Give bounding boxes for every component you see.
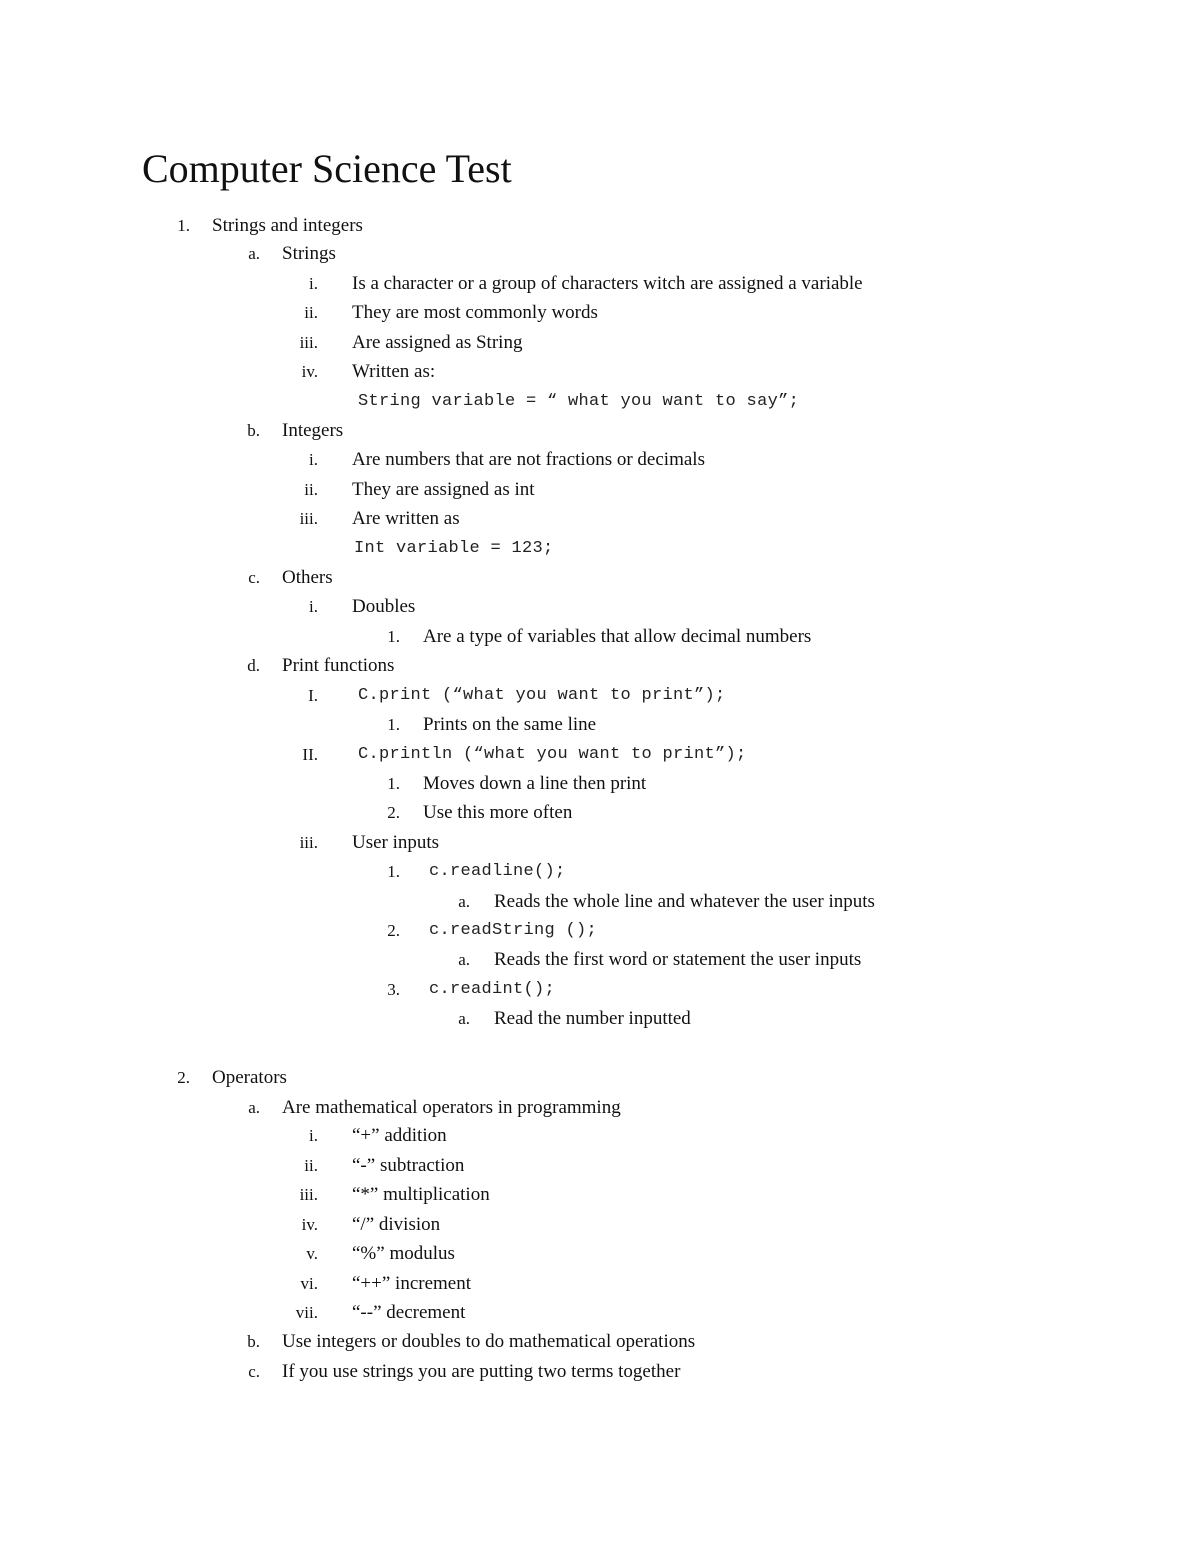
list-item-text: Doubles [352,596,416,617]
list-marker: iii. [299,333,318,352]
list-item-text: Use integers or doubles to do mathematical operations [282,1331,696,1352]
list-marker: 1. [387,715,400,734]
list-marker: ii. [304,480,318,499]
list-item-text: They are most commonly words [352,302,598,323]
list-marker: d. [247,656,260,675]
list-item-text: Moves down a line then print [423,773,647,794]
list-marker: b. [247,421,260,440]
list-item-text: “/” division [352,1214,441,1235]
list-item-text: Integers [282,420,344,441]
list-marker: a. [458,950,470,969]
list-marker: 1. [177,216,190,235]
code-snippet: String variable = “ what you want to say”; [358,392,800,411]
list-marker: c. [248,568,260,587]
list-item-text: Use this more often [423,802,573,823]
list-marker: iv. [301,362,318,381]
list-marker: iv. [301,1215,318,1234]
list-marker: i. [309,1126,318,1145]
list-marker: iii. [299,1185,318,1204]
list-marker: II. [302,745,318,764]
list-item-text: Are a type of variables that allow decimal numbers [423,626,812,647]
code-snippet: c.readint(); [429,980,556,999]
code-snippet: c.readString (); [429,921,598,940]
list-item-text: Are numbers that are not fractions or decimals [352,449,705,470]
code-snippet: C.println (“what you want to print”); [358,745,747,764]
list-marker: iii. [299,509,318,528]
list-marker: vii. [295,1303,318,1322]
list-item-text: Strings [282,243,336,264]
page-title: Computer Science Test [142,146,512,191]
list-item-text: Print functions [282,655,395,676]
list-marker: i. [309,597,318,616]
list-item-text: Reads the whole line and whatever the user inputs [494,891,875,912]
list-item-text: Are mathematical operators in programming [282,1097,621,1118]
list-marker: a. [458,892,470,911]
list-item-text: They are assigned as int [352,479,535,500]
list-item-text: Are written as [352,508,460,529]
list-marker: 2. [387,803,400,822]
list-item-text: “%” modulus [352,1243,455,1264]
list-marker: iii. [299,833,318,852]
list-item-text: Operators [212,1067,287,1088]
list-item-text: Reads the first word or statement the user inputs [494,949,862,970]
list-item-text: User inputs [352,832,440,853]
list-marker: i. [309,274,318,293]
code-snippet: Int variable = 123; [354,539,554,558]
list-item-text: Written as: [352,361,436,382]
list-item-text: Prints on the same line [423,714,597,735]
list-marker: 2. [387,921,400,940]
list-marker: ii. [304,1156,318,1175]
list-marker: a. [248,244,260,263]
list-marker: ii. [304,303,318,322]
list-item-text: Strings and integers [212,215,363,236]
list-marker: a. [248,1098,260,1117]
list-item-text: “-” subtraction [352,1155,465,1176]
list-item-text: Others [282,567,333,588]
list-marker: a. [458,1009,470,1028]
list-item-text: “++” increment [352,1273,472,1294]
list-marker: 1. [387,627,400,646]
list-marker: 1. [387,862,400,881]
code-snippet: C.print (“what you want to print”); [358,686,726,705]
list-item-text: “+” addition [352,1125,447,1146]
list-item-text: If you use strings you are putting two terms together [282,1361,681,1382]
list-item-text: Are assigned as String [352,332,523,353]
list-marker: vi. [300,1274,318,1293]
list-item-text: “--” decrement [352,1302,466,1323]
list-marker: i. [309,450,318,469]
list-marker: v. [306,1244,318,1263]
list-marker: 1. [387,774,400,793]
list-item-text: Is a character or a group of characters witch are assigned a variable [352,273,863,294]
list-item-text: Read the number inputted [494,1008,691,1029]
list-marker: c. [248,1362,260,1381]
list-marker: 3. [387,980,400,999]
list-marker: 2. [177,1068,190,1087]
list-marker: b. [247,1332,260,1351]
list-marker: I. [308,686,318,705]
list-item-text: “*” multiplication [352,1184,490,1205]
code-snippet: c.readline(); [429,862,566,881]
